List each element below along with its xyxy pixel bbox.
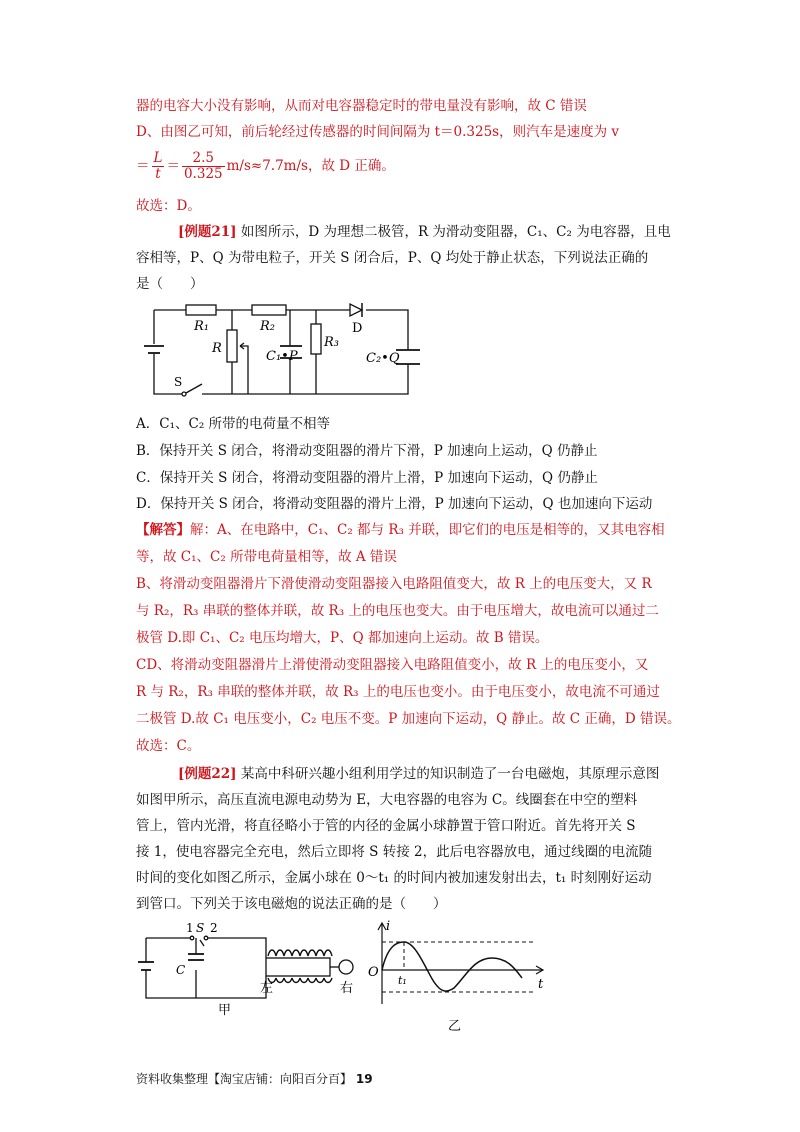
ex22-current-time-graph [366,918,550,1038]
ex22-question-line4: 接 1，使电容器完全充电，然后立即将 S 转接 2，此后电容器放电，通过线圈的电流随 [136,844,653,860]
solution-line: 器的电容大小没有影响，从而对电容器稳定时的带电量没有影响，故 C 错误 [136,98,587,114]
label-switch-s: S [196,921,205,935]
ex22-question-line6: 到管口。下列关于该电磁炮的说法正确的是（ ） [136,896,447,912]
option-c: C．保持开关 S 闭合，将滑动变阻器的滑片上滑，P 加速向下运动，Q 仍静止 [136,470,598,486]
answer-line9: 故选：C。 [136,738,201,754]
option-d: D．保持开关 S 闭合，将滑动变阻器的滑片上滑，P 加速向下运动，Q 也加速向下运动 [136,496,653,512]
ex21-question-line1 [178,222,698,242]
answer-line5: 极管 D.即 C₁、C₂ 电压均增大，P、Q 都加速向上运动。故 B 错误。 [136,630,549,646]
label-s: S [174,375,183,389]
label-r1: R₁ [194,319,209,334]
option-a: A．C₁、C₂ 所带的电荷量不相等 [136,416,331,432]
equals-sign: ＝ [166,158,180,174]
answer-choice-line: 故选：D。 [136,198,201,214]
answer-tag: 【解答】 [136,522,190,538]
label-capacitor-c: C [176,963,186,977]
answer-line2: 等，故 C₁、C₂ 所带电荷量相等，故 A 错误 [136,549,397,565]
fraction-denominator: 0.325 [183,166,223,182]
label-right: 右 [340,981,354,996]
ex22-question-line5: 时间的变化如图乙所示，金属小球在 0～t₁ 的时间内被加速发射出去，t₁ 时刻刚好运动 [136,870,652,886]
ex22-question-line1 [178,764,698,784]
ex22-question-line3: 管上，管内光滑，将直径略小于管的内径的金属小球静置于管口附近。首先将开关 S [136,818,636,834]
solution-line: D、由图乙可知，前后轮经过传感器的时间间隔为 t＝0.325s，则汽车是速度为 v [136,124,620,140]
answer-line1 [136,520,696,540]
answer-line6: CD、将滑动变阻器滑片上滑使滑动变阻器接入电路阻值变小，故 R 上的电压变小，又 [136,657,649,673]
label-axis-i: i [386,919,391,934]
question-text: 某高中科研兴趣小组利用学过的知识制造了一台电磁炮，其原理示意图 [236,766,660,782]
ex21-tag: [例题21] [178,224,237,240]
equals-sign: ＝ [136,158,150,174]
fraction-l-over-t [152,151,165,182]
fraction-numeric [182,151,225,182]
footer-text: 资料收集整理【淘宝店铺：向阳百分百】 [136,1072,353,1086]
ex22-question-line2: 如图甲所示，高压直流电源电动势为 E，大电容器的电容为 C。线圈套在中空的塑料 [136,792,638,808]
ex21-circuit-diagram [140,296,420,408]
label-c1p: C₁•P [266,349,298,364]
label-d: D [352,321,363,336]
answer-line4: 与 R₂，R₃ 串联的整体并联，故 R₃ 上的电压也变大。由于电压增大，故电流可以通过二 [136,603,659,619]
label-r3: R₃ [324,335,339,350]
label-left: 左 [260,981,274,996]
fraction-denominator: t [155,166,161,182]
question-text: 如图所示，D 为理想二极管，R 为滑动变阻器，C₁、C₂ 为电容器，且电 [236,224,671,240]
ex22-circuit-diagram [136,918,366,1018]
label-r: R [212,341,222,356]
page-footer [136,1070,373,1087]
caption-jia: 甲 [218,1003,232,1018]
label-node-1: 1 [186,921,194,935]
formula-line [136,148,696,186]
label-c2q: C₂•Q [366,351,400,366]
fraction-numerator: 2.5 [182,151,225,167]
ex21-question-line2: 容相等，P、Q 为带电粒子，开关 S 闭合后，P、Q 均处于静止状态，下列说法正确的 [136,250,649,266]
caption-yi: 乙 [448,1019,462,1034]
fraction-numerator: L [153,150,163,166]
answer-line3: B、将滑动变阻器滑片下滑使滑动变阻器接入电路阻值变大，故 R 上的电压变大，又 R [136,576,652,592]
answer-line7: R 与 R₂，R₃ 串联的整体并联，故 R₃ 上的电压也变小。由于电压变小，故电流不可通过 [136,684,660,700]
label-r2: R₂ [260,319,275,334]
label-node-2: 2 [210,921,218,935]
answer-text: 解：A、在电路中，C₁、C₂ 都与 R₃ 并联，即它们的电压是相等的，又其电容相 [190,522,665,538]
ex22-tag: [例题22] [178,766,237,782]
ex21-question-line3: 是（ ） [136,276,204,292]
option-b: B．保持开关 S 闭合，将滑动变阻器的滑片下滑，P 加速向上运动，Q 仍静止 [136,443,598,459]
formula-tail: m/s≈7.7m/s，故 D 正确。 [226,158,395,174]
label-axis-t: t [538,977,544,992]
label-t1: t₁ [398,974,407,987]
page-number: 19 [355,1072,373,1086]
answer-line8: 二极管 D.故 C₁ 电压变小，C₂ 电压不变。P 加速向下运动，Q 静止。故 C 正确，D 错误。 [136,711,681,727]
label-origin-o: O [368,965,379,980]
